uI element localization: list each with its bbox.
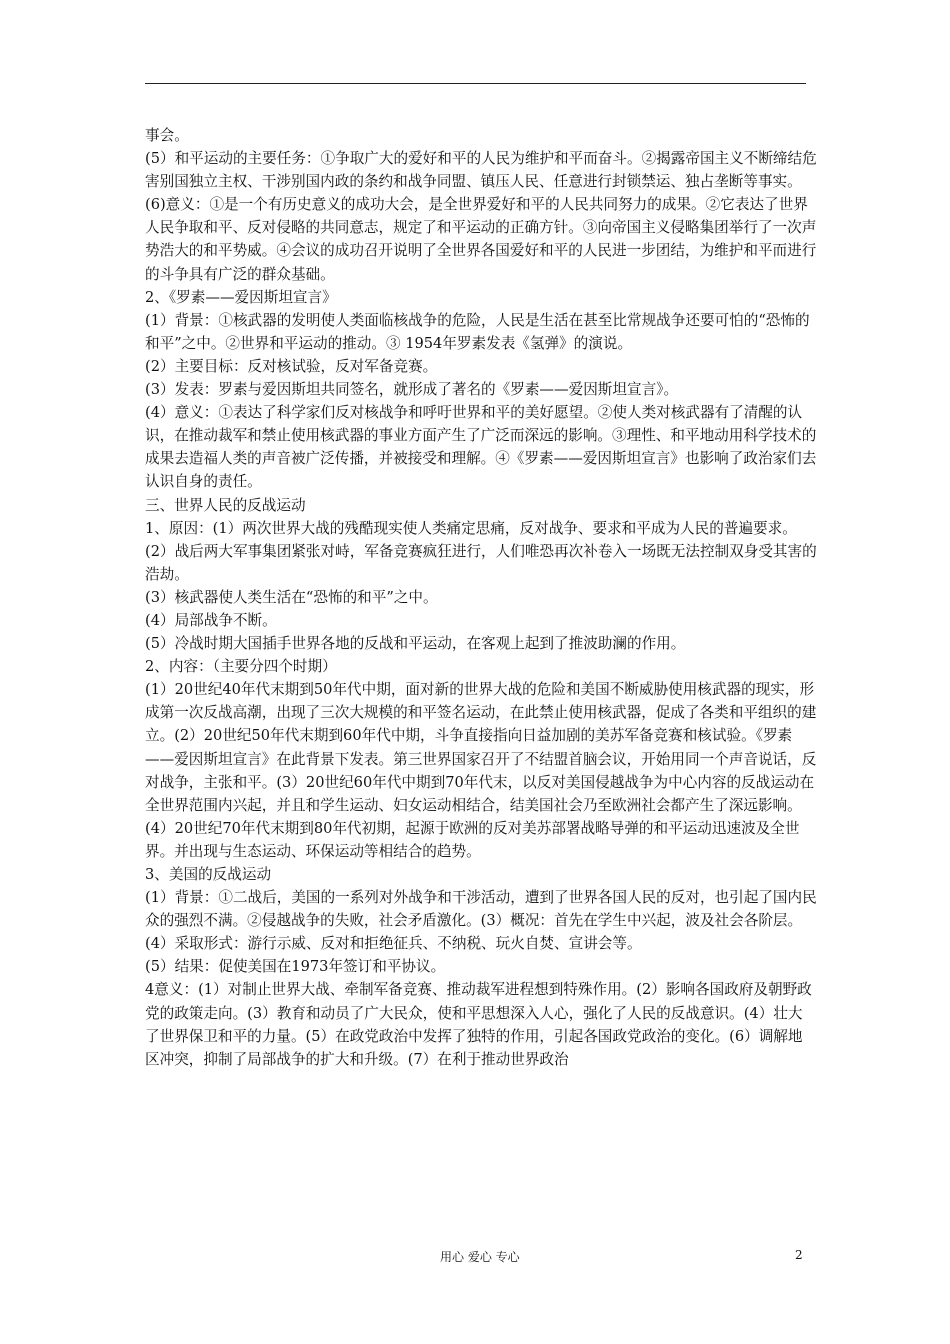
paragraph: (4）意义：①表达了科学家们反对核战争和呼吁世界和平的美好愿望。②使人类对核武器有了清醒的认识，在推动裁军和禁止使用核武器的事业方面产生了广泛而深远的影响。③理性、和平地动用科学技术的成果去造福人类的声音被广泛传播，并被接受和理解。④《罗素——爱因斯坦宣言》也影响了政治家们去认识自身的责任。 — [145, 404, 817, 491]
paragraph: (2）战后两大军事集团紧张对峙，军备竞赛疯狂进行，人们唯恐再次补卷入一场既无法控制双身受其害的浩劫。 — [145, 542, 817, 583]
paragraph: 1、原因：(1）两次世界大战的残酷现实使人类痛定思痛，反对战争、要求和平成为人民的普遍要求。 — [145, 519, 797, 537]
paragraph: 4意义：(1）对制止世界大战、牵制军备竞赛、推动裁军进程想到特殊作用。(2）影响各国政府及朝野政党的政策走向。(3）教育和动员了广大民众，使和平思想深入人心，强化了人民的反战意识。(4）壮大了世界保卫和平的力量。(5）在政党政治中发挥了独特的作用，引起各国政党政治的变化。(6）调解地区冲突，抑制了局部战争的扩大和升级。(7）在利于推动世界政治 — [145, 981, 812, 1068]
section-heading: 2、内容：（主要分四个时期） — [145, 658, 337, 676]
document-body — [145, 124, 817, 1071]
paragraph: (5）冷战时期大国插手世界各地的反战和平运动，在客观上起到了推波助澜的作用。 — [145, 635, 686, 653]
paragraph: 事会。 — [145, 127, 189, 144]
paragraph: (1）背景：①二战后，美国的一系列对外战争和干涉活动，遭到了世界各国人民的反对，也引起了国内民众的强烈不满。②侵越战争的失败，社会矛盾激化。(3）概况：首先在学生中兴起，波及社会各阶层。(4）采取形式：游行示威、反对和拒绝征兵、不纳税、玩火自焚、宣讲会等。 — [145, 889, 817, 953]
footer-text: 用心 爱心 专心 — [440, 1250, 520, 1264]
paragraph: (6)意义：①是一个有历史意义的成功大会，是全世界爱好和平的人民共同努力的成果。②它表达了世界人民争取和平、反对侵略的共同意志，规定了和平运动的正确方针。③向帝国主义侵略集团举行了一次声势浩大的和平势威。④会议的成功召开说明了全世界各国爱好和平的人民进一步团结，为维护和平而进行的斗争具有广泛的群众基础。 — [145, 196, 817, 283]
paragraph: (1）背景：①核武器的发明使人类面临核战争的危险，人民是生活在甚至比常规战争还要可怕的“恐怖的和平”之中。②世界和平运动的推动。③ 1954年罗素发表《氢弹》的演说。 — [145, 311, 810, 352]
section-heading: 2、《罗素——爱因斯坦宣言》 — [145, 288, 337, 306]
paragraph: (5）结果：促使美国在1973年签订和平协议。 — [145, 958, 446, 976]
paragraph: (3）发表：罗素与爱因斯坦共同签名，就形成了著名的《罗素——爱因斯坦宣言》。 — [145, 381, 679, 399]
paragraph: (4）局部战争不断。 — [145, 611, 277, 629]
section-heading: 三、世界人民的反战运动 — [145, 496, 306, 514]
paragraph: (3）核武器使人类生活在“恐怖的和平”之中。 — [145, 588, 438, 606]
paragraph: (2）主要目标：反对核试验，反对军备竞赛。 — [145, 357, 438, 375]
page-number: 2 — [795, 1248, 803, 1262]
paragraph: (5）和平运动的主要任务：①争取广大的爱好和平的人民为维护和平而奋斗。②揭露帝国主义不断缔结危害别国独立主权、干涉别国内政的条约和战争同盟、镇压人民、任意进行封锁禁运、独占垄断等事实。 — [145, 150, 817, 191]
section-heading: 3、美国的反战运动 — [145, 866, 272, 883]
paragraph: (1）20世纪40年代末期到50年代中期，面对新的世界大战的危险和美国不断威胁使用核武器的现实，形成第一次反战高潮，出现了三次大规模的和平签名运动，在此禁止使用核武器，促成了各类和平组织的建立。(2）20世纪50年代末期到60年代中期，斗争直接指向日益加剧的美苏军备竞赛和核试验。《罗素——爱因斯坦宣言》在此背景下发表。第三世界国家召开了不结盟首脑会议，开始用同一个声音说话，反对战争，主张和平。(3）20世纪60年代中期到70年代末，以反对美国侵越战争为中心内容的反战运动在全世界范围内兴起，并且和学生运动、妇女运动相结合，结美国社会乃至欧洲社会都产生了深远影响。(4）20世纪70年代末期到80年代初期，起源于欧洲的反对美苏部署战略导弹的和平运动迅速波及全世界。并出现与生态运动、环保运动等相结合的趋势。 — [145, 681, 817, 860]
header-rule — [145, 83, 806, 84]
